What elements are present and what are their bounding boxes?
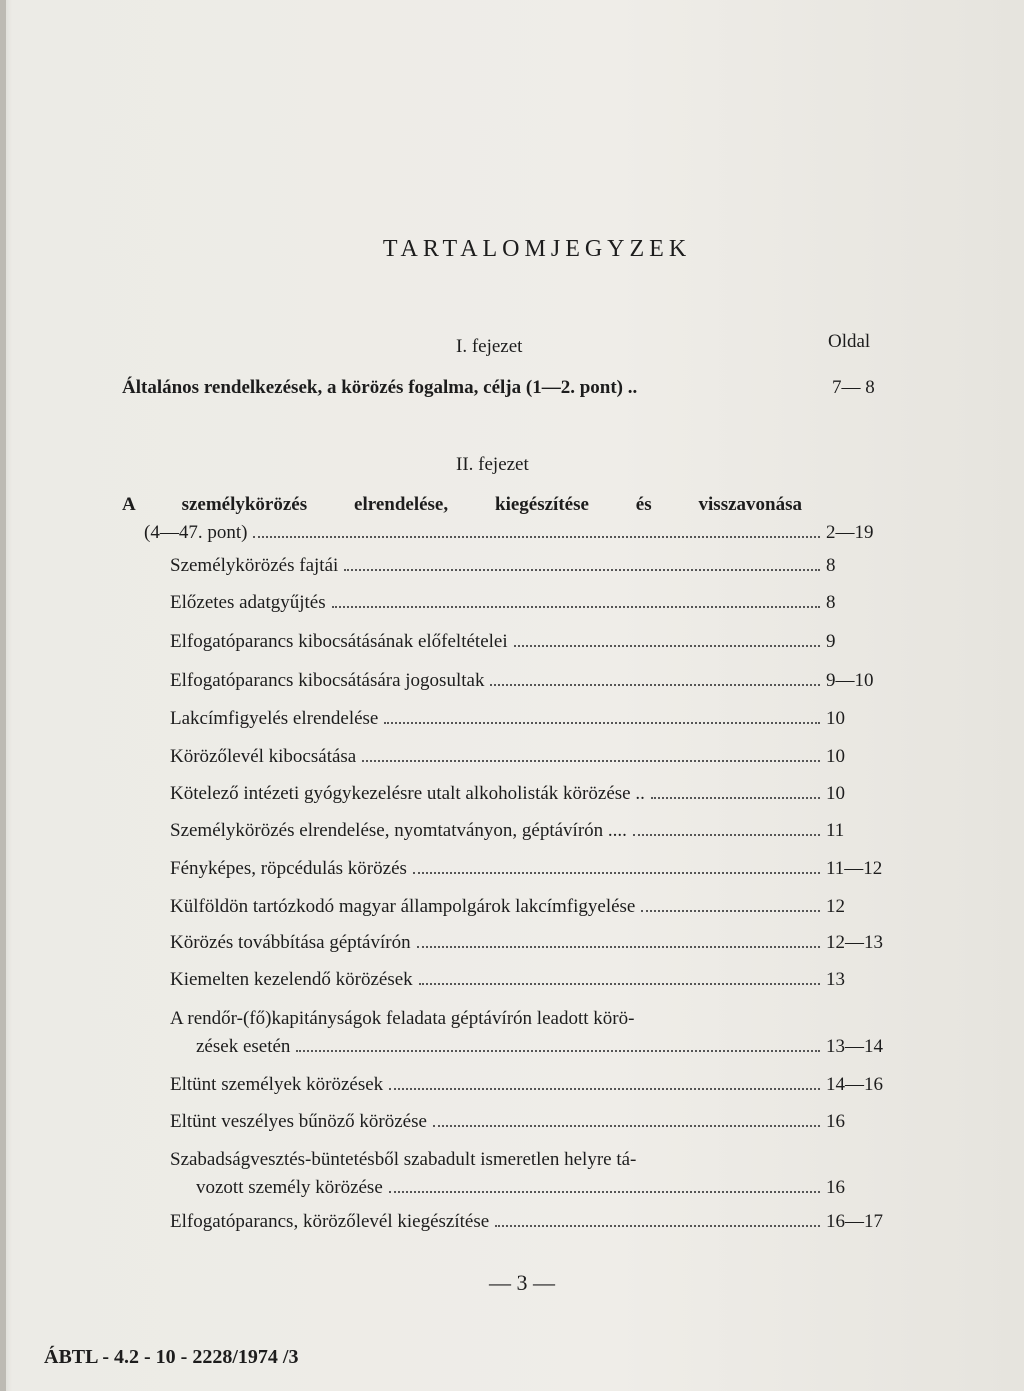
toc-entry: [144, 522, 890, 548]
toc-entry-text-cont: zések esetén: [196, 1036, 291, 1057]
toc-entry-page: 14—16: [826, 1074, 883, 1095]
toc-entry-page: 2—19: [826, 522, 874, 543]
toc-entry: [196, 1036, 890, 1062]
toc-entry-page: 8: [826, 555, 836, 576]
toc-entry: [170, 1074, 890, 1100]
dot-leader: [413, 858, 820, 874]
toc-entry-text: Körözés továbbítása géptávírón: [170, 932, 411, 953]
dot-leader: [362, 746, 820, 762]
page-number: — 3 —: [489, 1270, 555, 1295]
toc-entry-page: 10: [826, 783, 845, 804]
toc-entry-page: 13—14: [826, 1036, 883, 1057]
toc-entry-text: Kiemelten kezelendő körözések: [170, 969, 413, 990]
archive-reference: ÁBTL - 4.2 - 10 - 2228/1974 /3: [44, 1346, 299, 1368]
toc-entry-text: Eltünt veszélyes bűnöző körözése: [170, 1111, 427, 1132]
toc-entry-text: Kötelező intézeti gyógykezelésre utalt alkoholisták körözése ..: [170, 783, 645, 804]
dot-leader: [389, 1074, 820, 1090]
toc-entry: [170, 592, 890, 618]
dot-leader: [490, 670, 820, 686]
page-title: TARTALOMJEGYZEK: [382, 236, 692, 262]
toc-entry: [170, 708, 890, 734]
toc-entry: [170, 969, 890, 995]
toc-entry-text: Szabadságvesztés-büntetésből szabadult ismeretlen helyre tá-: [170, 1149, 637, 1170]
dot-leader: [419, 969, 820, 985]
dot-leader: [332, 592, 820, 608]
toc-entry-page: 11—12: [826, 858, 883, 879]
toc-entry: [170, 858, 890, 884]
toc-entry-page: 11: [826, 820, 845, 841]
dot-leader: [384, 708, 820, 724]
dot-leader: [641, 896, 820, 912]
toc-entry-page: 12: [826, 896, 845, 917]
toc-entry-text: Elfogatóparancs kibocsátásának előfeltételei: [170, 631, 508, 652]
toc-entry: [170, 932, 890, 958]
toc-entry: [170, 746, 890, 772]
toc-entry-page: 10: [826, 746, 845, 767]
toc-entry-page: 13: [826, 969, 845, 990]
toc-entry-text: Lakcímfigyelés elrendelése: [170, 708, 379, 729]
dot-leader: [651, 783, 820, 799]
toc-entry-text: Elfogatóparancs kibocsátására jogosultak: [170, 670, 485, 691]
page-edge: [0, 0, 6, 1391]
toc-entry-text-cont: vozott személy körözése: [196, 1177, 383, 1198]
toc-entry-text: A rendőr-(fő)kapitányságok feladata géptávírón leadott körö-: [170, 1008, 635, 1029]
toc-entry: [170, 820, 890, 846]
dot-leader: [344, 555, 820, 571]
toc-entry: [170, 896, 890, 922]
chapter-1-label: I. fejezet: [456, 336, 523, 357]
dot-leader: [495, 1211, 820, 1227]
dot-leader: [417, 932, 820, 948]
toc-entry-text: (4—47. pont): [144, 522, 248, 543]
chapter-1-entry-page: 7— 8: [832, 377, 875, 398]
chapter-2-heading: A személykörözés elrendelése, kiegészítése és visszavonása: [122, 494, 802, 515]
toc-entry-text: Körözőlevél kibocsátása: [170, 746, 357, 767]
chapter-2-label: II. fejezet: [456, 454, 529, 475]
toc-entry-page: 10: [826, 708, 845, 729]
toc-entry-text: Külföldön tartózkodó magyar állampolgárok lakcímfigyelése: [170, 896, 636, 917]
toc-entry-text: Eltünt személyek körözések: [170, 1074, 384, 1095]
toc-entry: [170, 1211, 890, 1237]
dot-leader: [633, 820, 820, 836]
dot-leader: [389, 1177, 820, 1193]
chapter-1-entry: Általános rendelkezések, a körözés fogalma, célja (1—2. pont) ..: [122, 377, 638, 398]
toc-entry-page: 8: [826, 592, 836, 613]
toc-entry: [196, 1177, 890, 1203]
toc-entry-text: Előzetes adatgyűjtés: [170, 592, 326, 613]
page-column-header: Oldal: [828, 331, 871, 352]
toc-entry: [170, 555, 890, 581]
toc-entry-text: Személykörözés elrendelése, nyomtatványon, géptávírón ....: [170, 820, 627, 841]
dot-leader: [433, 1111, 820, 1127]
toc-entry: [170, 1111, 890, 1137]
toc-entry-text: Személykörözés fajtái: [170, 555, 339, 576]
toc-entry-page: 16: [826, 1177, 845, 1198]
dot-leader: [296, 1036, 820, 1052]
toc-entry-page: 12—13: [826, 932, 883, 953]
toc-entry: [170, 670, 890, 696]
toc-entry-page: 9—10: [826, 670, 874, 691]
toc-entry-text: Fényképes, röpcédulás körözés: [170, 858, 407, 879]
dot-leader: [253, 522, 820, 538]
toc-entry: [170, 631, 890, 657]
toc-entry-page: 16—17: [826, 1211, 883, 1232]
dot-leader: [514, 631, 820, 647]
toc-entry-text: Elfogatóparancs, körözőlevél kiegészítése: [170, 1211, 490, 1232]
toc-entry: [170, 783, 890, 809]
toc-entry-page: 9: [826, 631, 836, 652]
toc-entry-page: 16: [826, 1111, 845, 1132]
